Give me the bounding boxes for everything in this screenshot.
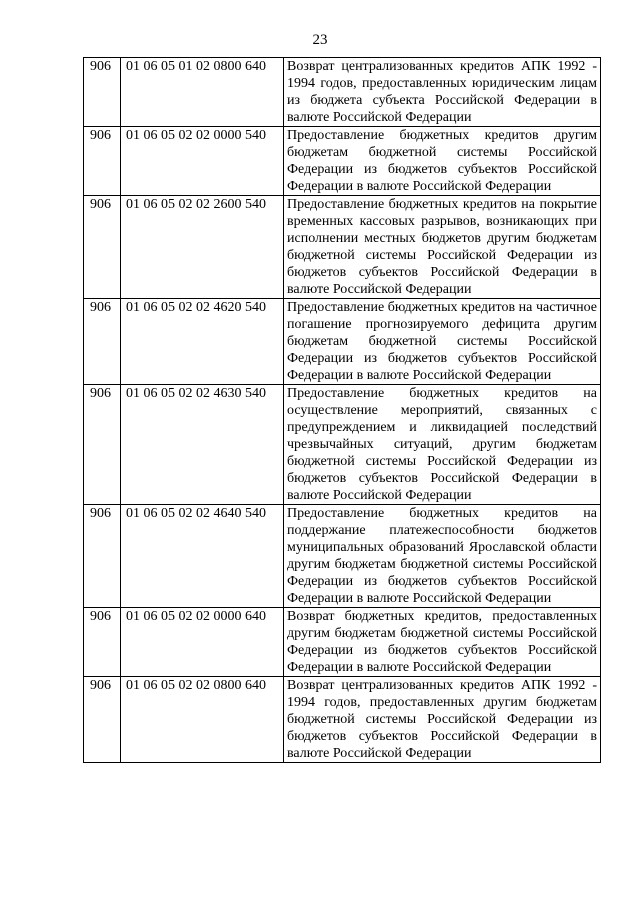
page-number: 23 xyxy=(312,32,328,48)
table-row xyxy=(84,385,601,505)
admin-code-cell: 906 xyxy=(84,505,121,608)
admin-code-cell: 906 xyxy=(84,299,121,385)
budget-code-cell: 01 06 05 02 02 4630 540 xyxy=(121,385,284,505)
admin-code-cell: 906 xyxy=(84,677,121,763)
description-cell: Предоставление бюджетных кредитов на поддержание платежеспособности бюджетов муниципальных образований Ярославской области другим бюджетам бюджетной системы Российской Федерации из бюджетов субъектов Российской Федерации в валюте Российской Федерации xyxy=(284,505,601,608)
table-row xyxy=(84,299,601,385)
description-cell: Возврат бюджетных кредитов, предоставленных другим бюджетам бюджетной системы Российской Федерации из бюджетов субъектов Российской Федерации в валюте Российской Федерации xyxy=(284,608,601,677)
description-cell: Предоставление бюджетных кредитов на частичное погашение прогнозируемого дефицита другим бюджетам бюджетной системы Российской Федерации из бюджетов субъектов Российской Федерации в валюте Российской Федерации xyxy=(284,299,601,385)
description-cell: Возврат централизованных кредитов АПК 1992 - 1994 годов, предоставленных юридическим лицам из бюджета субъекта Российской Федерации в валюте Российской Федерации xyxy=(284,58,601,127)
table-row xyxy=(84,127,601,196)
budget-code-cell: 01 06 05 02 02 2600 540 xyxy=(121,196,284,299)
description-cell: Предоставление бюджетных кредитов на осуществление мероприятий, связанных с предупреждением и ликвидацией последствий чрезвычайных ситуаций, другим бюджетам бюджетной системы Российской Федерации из бюджетов субъектов Российской Федерации в валюте Российской Федерации xyxy=(284,385,601,505)
admin-code-cell: 906 xyxy=(84,385,121,505)
description-cell: Возврат централизованных кредитов АПК 1992 - 1994 годов, предоставленных другим бюджетам бюджетной системы Российской Федерации из бюджетов субъектов Российской Федерации в валюте Российской Федерации xyxy=(284,677,601,763)
admin-code-cell: 906 xyxy=(84,196,121,299)
budget-code-cell: 01 06 05 02 02 0000 540 xyxy=(121,127,284,196)
budget-code-cell: 01 06 05 01 02 0800 640 xyxy=(121,58,284,127)
description-cell: Предоставление бюджетных кредитов на покрытие временных кассовых разрывов, возникающих при исполнении местных бюджетов другим бюджетам бюджетной системы Российской Федерации из бюджетов субъектов Российской Федерации в валюте Российской Федерации xyxy=(284,196,601,299)
admin-code-cell: 906 xyxy=(84,127,121,196)
table-row xyxy=(84,677,601,763)
budget-code-cell: 01 06 05 02 02 0800 640 xyxy=(121,677,284,763)
table-row xyxy=(84,505,601,608)
table-row xyxy=(84,608,601,677)
budget-code-table xyxy=(83,57,601,763)
table-row xyxy=(84,58,601,127)
budget-code-cell: 01 06 05 02 02 4620 540 xyxy=(121,299,284,385)
budget-code-cell: 01 06 05 02 02 4640 540 xyxy=(121,505,284,608)
budget-code-cell: 01 06 05 02 02 0000 640 xyxy=(121,608,284,677)
admin-code-cell: 906 xyxy=(84,608,121,677)
table-row xyxy=(84,196,601,299)
admin-code-cell: 906 xyxy=(84,58,121,127)
description-cell: Предоставление бюджетных кредитов другим бюджетам бюджетной системы Российской Федерации из бюджетов субъектов Российской Федерации в валюте Российской Федерации xyxy=(284,127,601,196)
